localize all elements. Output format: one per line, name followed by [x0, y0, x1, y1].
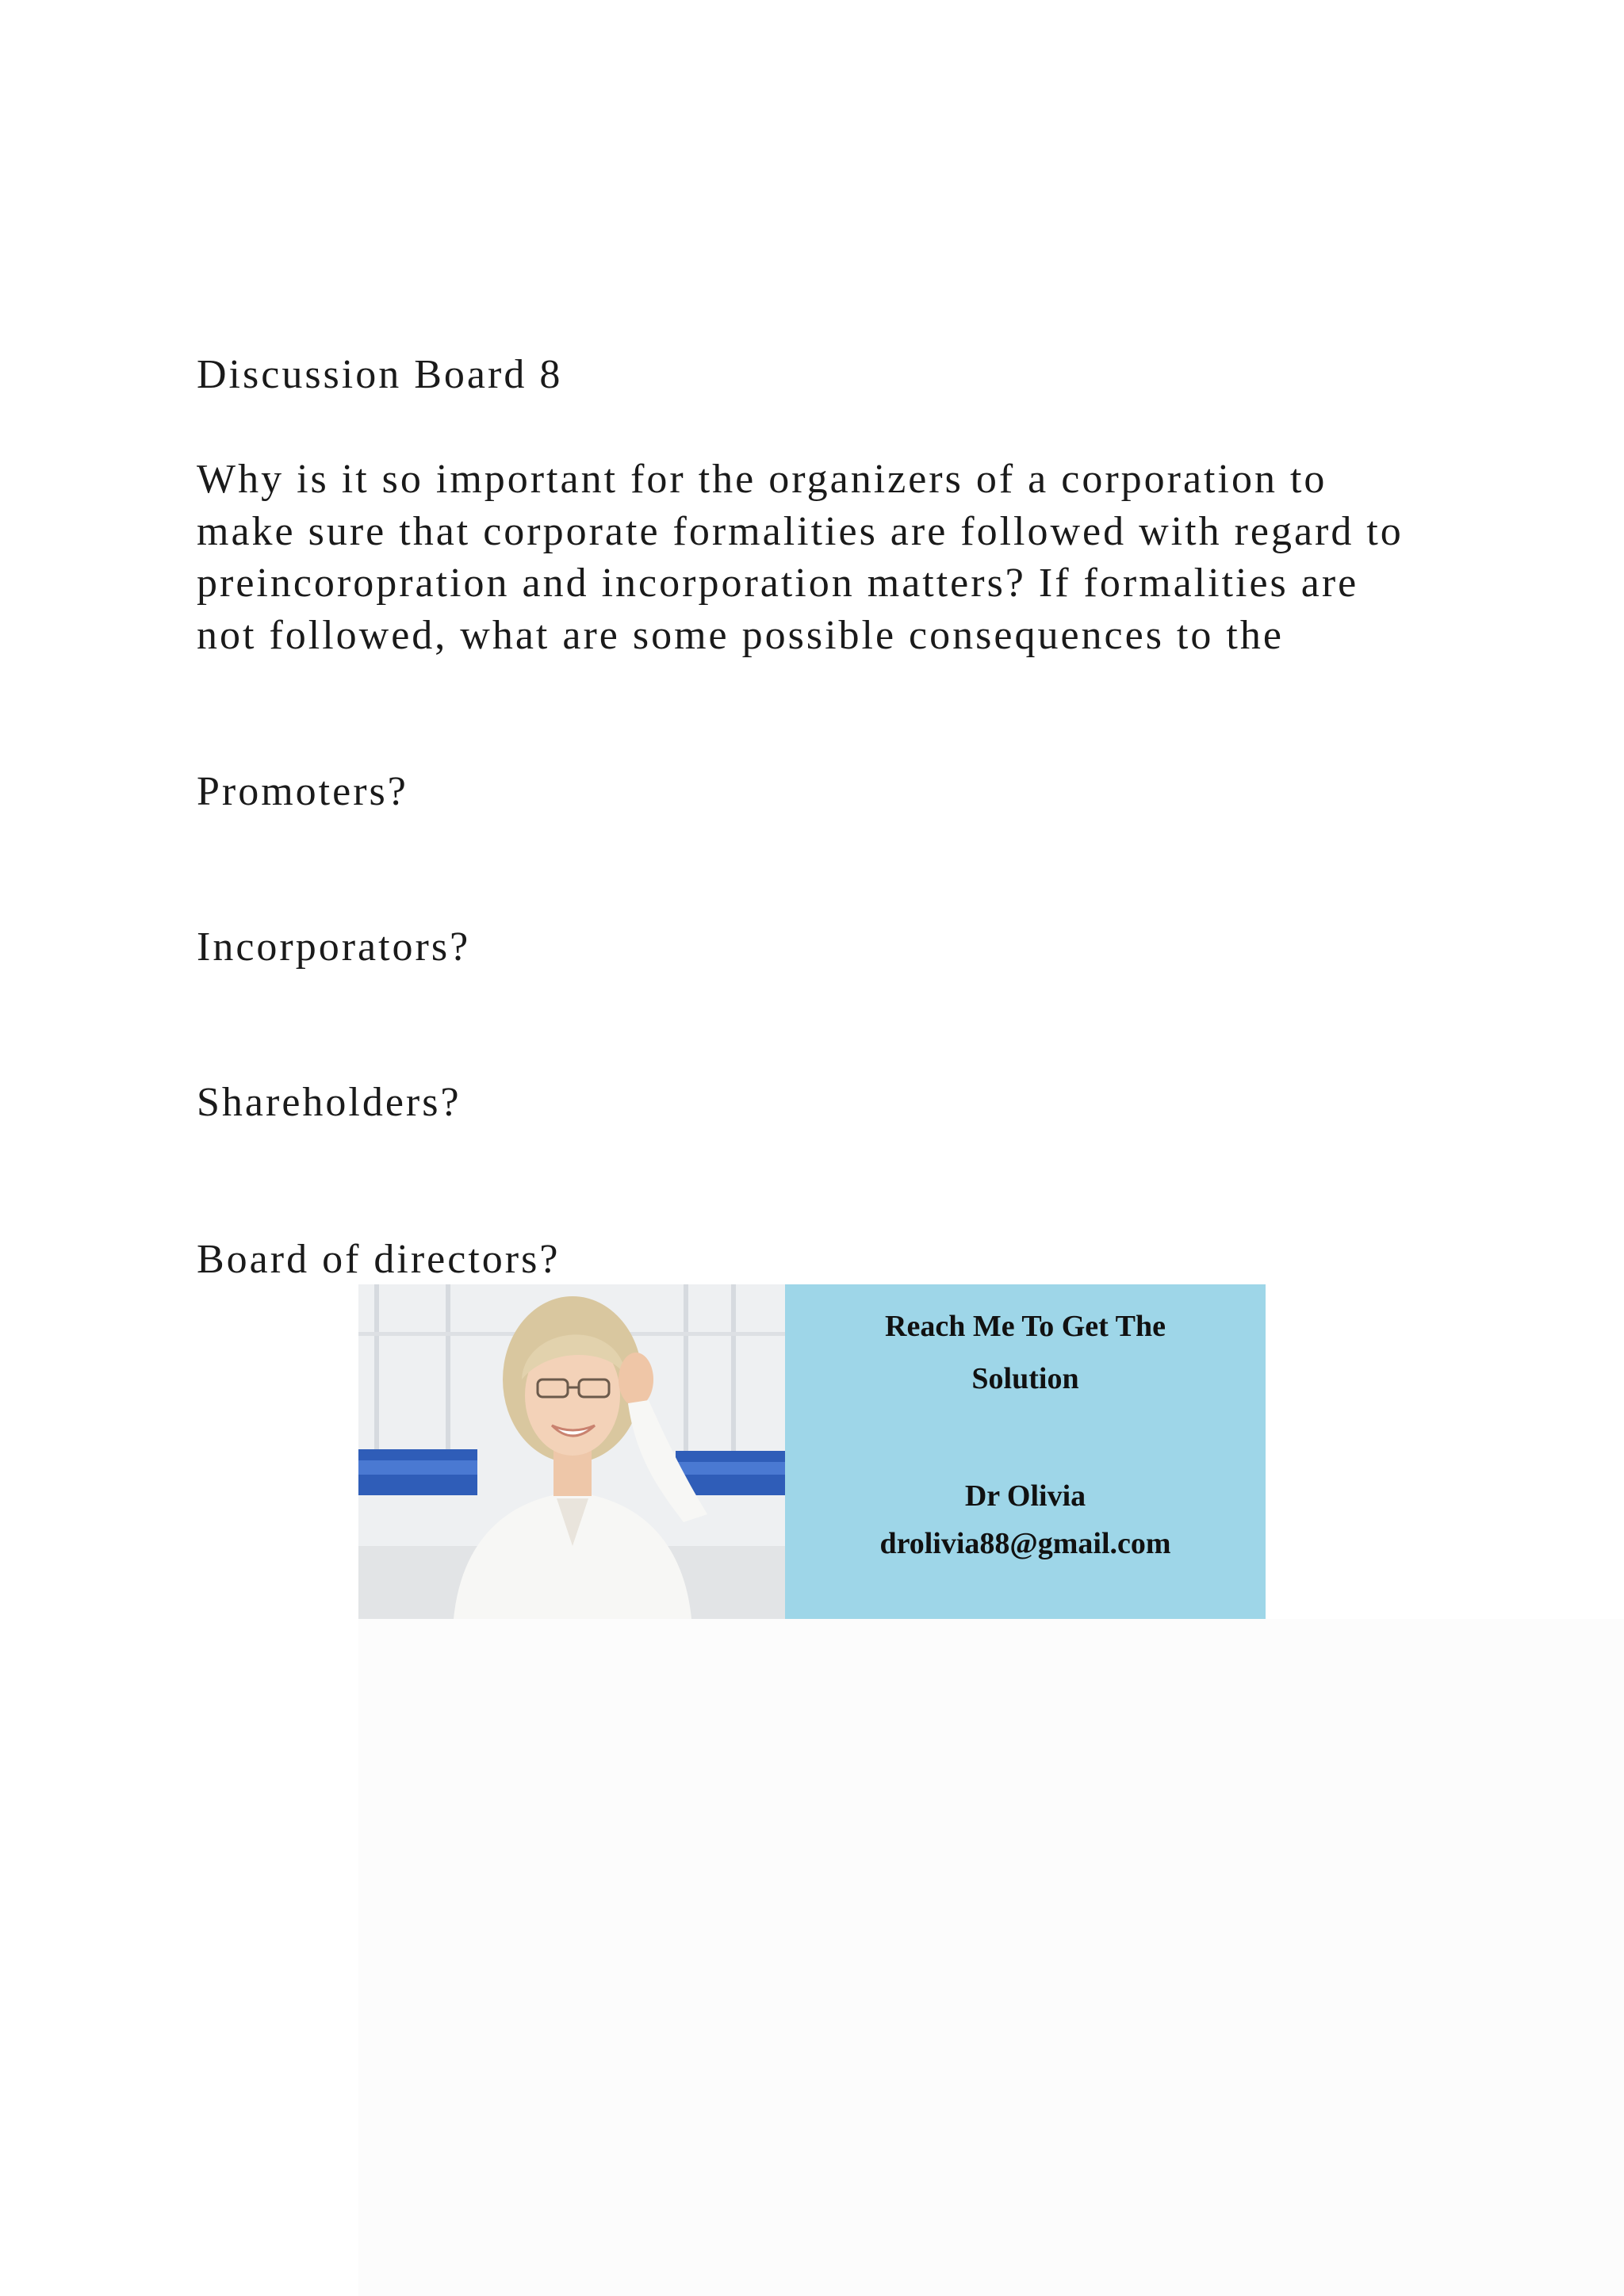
contact-banner	[358, 1284, 1266, 1619]
woman-photo-illustration	[358, 1284, 785, 1619]
question-board-of-directors: Board of directors?	[197, 1237, 561, 1282]
banner-heading-line1: Reach Me To Get The	[885, 1310, 1166, 1343]
banner-contact-panel	[785, 1284, 1266, 1619]
contact-name: Dr Olivia	[964, 1479, 1086, 1513]
paragraph-line: not followed, what are some possible consequences to the	[197, 612, 1284, 658]
banner-heading-line2: Solution	[971, 1362, 1079, 1395]
background-panel	[358, 1619, 1624, 2296]
question-shareholders: Shareholders?	[197, 1080, 462, 1125]
contact-email[interactable]: drolivia88@gmail.com	[879, 1527, 1171, 1560]
question-paragraph	[197, 453, 1505, 661]
question-promoters: Promoters?	[197, 769, 408, 814]
question-incorporators: Incorporators?	[197, 924, 471, 970]
paragraph-line: make sure that corporate formalities are followed with regard to	[197, 508, 1404, 554]
document-title: Discussion Board 8	[197, 352, 563, 397]
paragraph-line: preincoropration and incorporation matters? If formalities are	[197, 561, 1359, 606]
paragraph-line: Why is it so important for the organizers of a corporation to	[197, 457, 1327, 502]
banner-photo	[358, 1284, 785, 1619]
